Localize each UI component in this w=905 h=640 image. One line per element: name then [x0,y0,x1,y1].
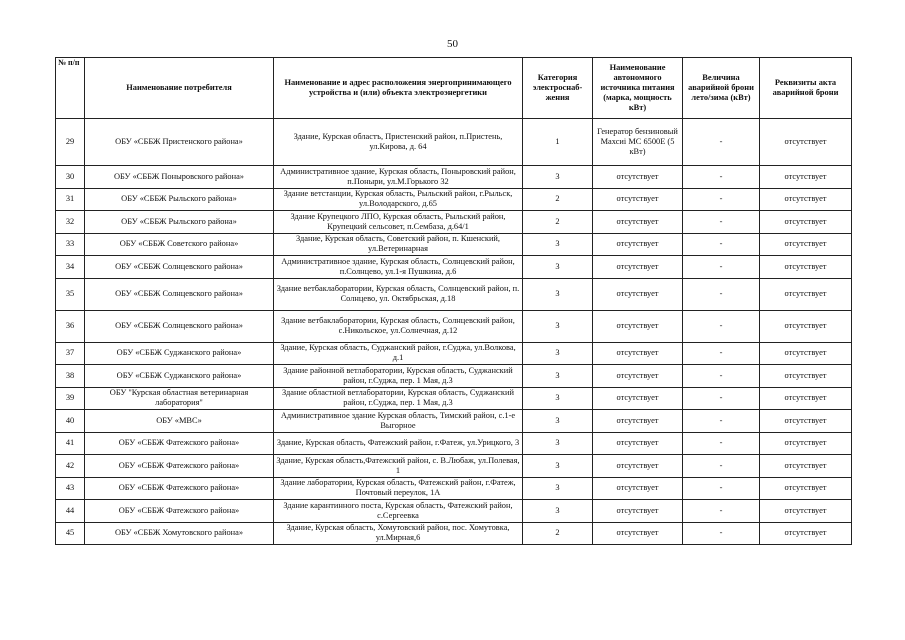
cell-consumer: ОБУ «СББЖ Солнцевского района» [85,278,274,310]
cell-address: Здание ветбаклаборатории, Курская область, Солнцевский район, с.Никольское, ул.Солнечная, д.12 [274,310,523,342]
cell-act-details: отсутствует [760,233,852,256]
cell-consumer: ОБУ «СББЖ Поныровского района» [85,166,274,189]
cell-category: 1 [523,119,593,166]
cell-reserve-value: - [683,500,760,523]
cell-reserve-value: - [683,342,760,365]
cell-address: Здание ветстанции, Курская область, Рыльский район, г.Рыльск, ул.Володарского, д.65 [274,188,523,211]
cell-category: 3 [523,500,593,523]
cell-reserve-value: - [683,522,760,545]
cell-category: 3 [523,477,593,500]
header-category: Категория электроснаб-жения [523,58,593,119]
cell-category: 3 [523,166,593,189]
cell-category: 3 [523,310,593,342]
cell-consumer: ОБУ «СББЖ Солнцевского района» [85,256,274,279]
cell-reserve-value: - [683,310,760,342]
cell-act-details: отсутствует [760,256,852,279]
cell-reserve-value: - [683,211,760,234]
cell-reserve-value: - [683,119,760,166]
cell-act-details: отсутствует [760,432,852,455]
cell-consumer: ОБУ «СББЖ Пристенского района» [85,119,274,166]
cell-address: Здание районной ветлаборатории, Курская область, Суджанский район, г.Суджа, пер. 1 Мая, д.3 [274,365,523,388]
cell-consumer: ОБУ «СББЖ Рыльского района» [85,211,274,234]
header-reserve-value: Величина аварийной брони лето/зима (кВт) [683,58,760,119]
cell-number: 33 [56,233,85,256]
cell-reserve-value: - [683,387,760,410]
cell-number: 29 [56,119,85,166]
cell-consumer: ОБУ «СББЖ Суджанского района» [85,342,274,365]
cell-number: 45 [56,522,85,545]
cell-address: Здание карантинного поста, Курская область, Фатежский район, с.Сергеевка [274,500,523,523]
cell-consumer: ОБУ «СББЖ Советского района» [85,233,274,256]
emergency-reserve-table [55,57,852,545]
cell-power-source: отсутствует [593,166,683,189]
cell-category: 3 [523,233,593,256]
table-row [56,455,852,478]
cell-act-details: отсутствует [760,477,852,500]
cell-consumer: ОБУ «СББЖ Фатежского района» [85,500,274,523]
cell-act-details: отсутствует [760,387,852,410]
table-row [56,119,852,166]
cell-address: Здание областной ветлаборатории, Курская область, Суджанский район, г.Суджа, пер. 1 Мая, д.3 [274,387,523,410]
cell-address: Здание лаборатории, Курская область, Фатежский район, г.Фатеж, Почтовый переулок, 1А [274,477,523,500]
cell-category: 3 [523,387,593,410]
table-row [56,211,852,234]
cell-power-source: Генератор бензиновый Махсиi МС 6500Е (5 кВт) [593,119,683,166]
cell-category: 3 [523,278,593,310]
cell-address: Административное здание Курская область, Тимский район, с.1-е Выгорное [274,410,523,433]
cell-act-details: отсутствует [760,119,852,166]
cell-consumer: ОБУ «СББЖ Суджанского района» [85,365,274,388]
cell-act-details: отсутствует [760,455,852,478]
cell-consumer: ОБУ «СББЖ Солнцевского района» [85,310,274,342]
cell-address: Здание, Курская область, Фатежский район, г.Фатеж, ул.Урицкого, 3 [274,432,523,455]
cell-number: 43 [56,477,85,500]
cell-consumer: ОБУ «СББЖ Фатежского района» [85,432,274,455]
cell-reserve-value: - [683,410,760,433]
table-row [56,188,852,211]
cell-reserve-value: - [683,256,760,279]
cell-consumer: ОБУ «СББЖ Фатежского района» [85,455,274,478]
cell-power-source: отсутствует [593,432,683,455]
cell-reserve-value: - [683,455,760,478]
cell-address: Здание, Курская областъ, Пристенский район, п.Пристень, ул.Кирова, д. 64 [274,119,523,166]
table-row [56,365,852,388]
table-row [56,387,852,410]
cell-reserve-value: - [683,278,760,310]
cell-number: 44 [56,500,85,523]
cell-reserve-value: - [683,188,760,211]
cell-category: 3 [523,410,593,433]
cell-act-details: отсутствует [760,211,852,234]
cell-address: Здание, Курская область,Фатежский район, с. В.Любаж, ул.Полевая, 1 [274,455,523,478]
cell-number: 30 [56,166,85,189]
cell-number: 41 [56,432,85,455]
cell-act-details: отсутствует [760,278,852,310]
table-row [56,477,852,500]
header-number: № п/п [56,58,85,119]
cell-consumer: ОБУ «СББЖ Рыльского района» [85,188,274,211]
cell-address: Здание Крупецкого ЛПО, Курская область, Рыльский район, Крупецкий сельсовет, п.Сембаза, д.64/1 [274,211,523,234]
cell-address: Здание, Курская область, Советский район, п. Кшенский, ул.Ветеринарная [274,233,523,256]
cell-act-details: отсутствует [760,410,852,433]
cell-category: 3 [523,256,593,279]
cell-act-details: отсутствует [760,522,852,545]
cell-reserve-value: - [683,477,760,500]
cell-power-source: отсутствует [593,211,683,234]
cell-reserve-value: - [683,166,760,189]
cell-address: Административное здание, Курская область, Поныровский район, п.Поныри, ул.М.Горького 32 [274,166,523,189]
cell-power-source: отсутствует [593,278,683,310]
header-act-details: Реквизиты акта аварийной брони [760,58,852,119]
cell-number: 42 [56,455,85,478]
table-row [56,410,852,433]
cell-category: 3 [523,432,593,455]
cell-power-source: отсутствует [593,310,683,342]
cell-category: 2 [523,211,593,234]
cell-category: 3 [523,342,593,365]
table-row [56,432,852,455]
header-address: Наименование и адрес расположения энергопринимающего устройства и (или) объекта электроэнергетики [274,58,523,119]
cell-number: 40 [56,410,85,433]
cell-reserve-value: - [683,365,760,388]
cell-power-source: отсутствует [593,410,683,433]
cell-act-details: отсутствует [760,188,852,211]
header-consumer: Наименование потребителя [85,58,274,119]
cell-number: 36 [56,310,85,342]
cell-power-source: отсутствует [593,500,683,523]
cell-consumer: ОБУ "Курская областная ветеринарная лаборатория" [85,387,274,410]
cell-category: 2 [523,188,593,211]
cell-reserve-value: - [683,233,760,256]
cell-power-source: отсутствует [593,522,683,545]
page-number: 50 [447,38,458,50]
cell-power-source: отсутствует [593,387,683,410]
cell-power-source: отсутствует [593,455,683,478]
cell-power-source: отсутствует [593,188,683,211]
cell-power-source: отсутствует [593,365,683,388]
cell-consumer: ОБУ «МВС» [85,410,274,433]
cell-reserve-value: - [683,432,760,455]
cell-number: 38 [56,365,85,388]
header-power-source: Наименование автономного источника питания (марка, мощность кВт) [593,58,683,119]
cell-address: Здание, Курская область, Суджанский район, г.Суджа, ул.Волкова, д.1 [274,342,523,365]
cell-category: 2 [523,522,593,545]
table-row [56,342,852,365]
cell-consumer: ОБУ «СББЖ Фатежского района» [85,477,274,500]
cell-address: Здание ветбаклаборатории, Курская область, Солнцевский район, п. Солнцево, ул. Октябрьская, д.18 [274,278,523,310]
cell-number: 37 [56,342,85,365]
table-body [56,119,852,545]
cell-act-details: отсутствует [760,500,852,523]
table-row [56,256,852,279]
cell-power-source: отсутствует [593,233,683,256]
table-row [56,522,852,545]
cell-address: Здание, Курская область, Хомутовский район, пос. Хомутовка, ул.Мирная,6 [274,522,523,545]
cell-category: 3 [523,455,593,478]
cell-category: 3 [523,365,593,388]
cell-number: 32 [56,211,85,234]
table-row [56,233,852,256]
cell-power-source: отсутствует [593,477,683,500]
cell-number: 34 [56,256,85,279]
table-row [56,500,852,523]
table-row [56,278,852,310]
cell-number: 31 [56,188,85,211]
cell-act-details: отсутствует [760,166,852,189]
table-row [56,166,852,189]
cell-act-details: отсутствует [760,365,852,388]
table-row [56,310,852,342]
cell-consumer: ОБУ «СББЖ Хомутовского района» [85,522,274,545]
table-header-row [56,58,852,119]
cell-number: 35 [56,278,85,310]
cell-power-source: отсутствует [593,342,683,365]
cell-act-details: отсутствует [760,310,852,342]
cell-address: Административное здание, Курская область, Солнцевский район, п.Солнцево, ул.1-я Пушкина, д.6 [274,256,523,279]
cell-act-details: отсутствует [760,342,852,365]
cell-number: 39 [56,387,85,410]
cell-power-source: отсутствует [593,256,683,279]
